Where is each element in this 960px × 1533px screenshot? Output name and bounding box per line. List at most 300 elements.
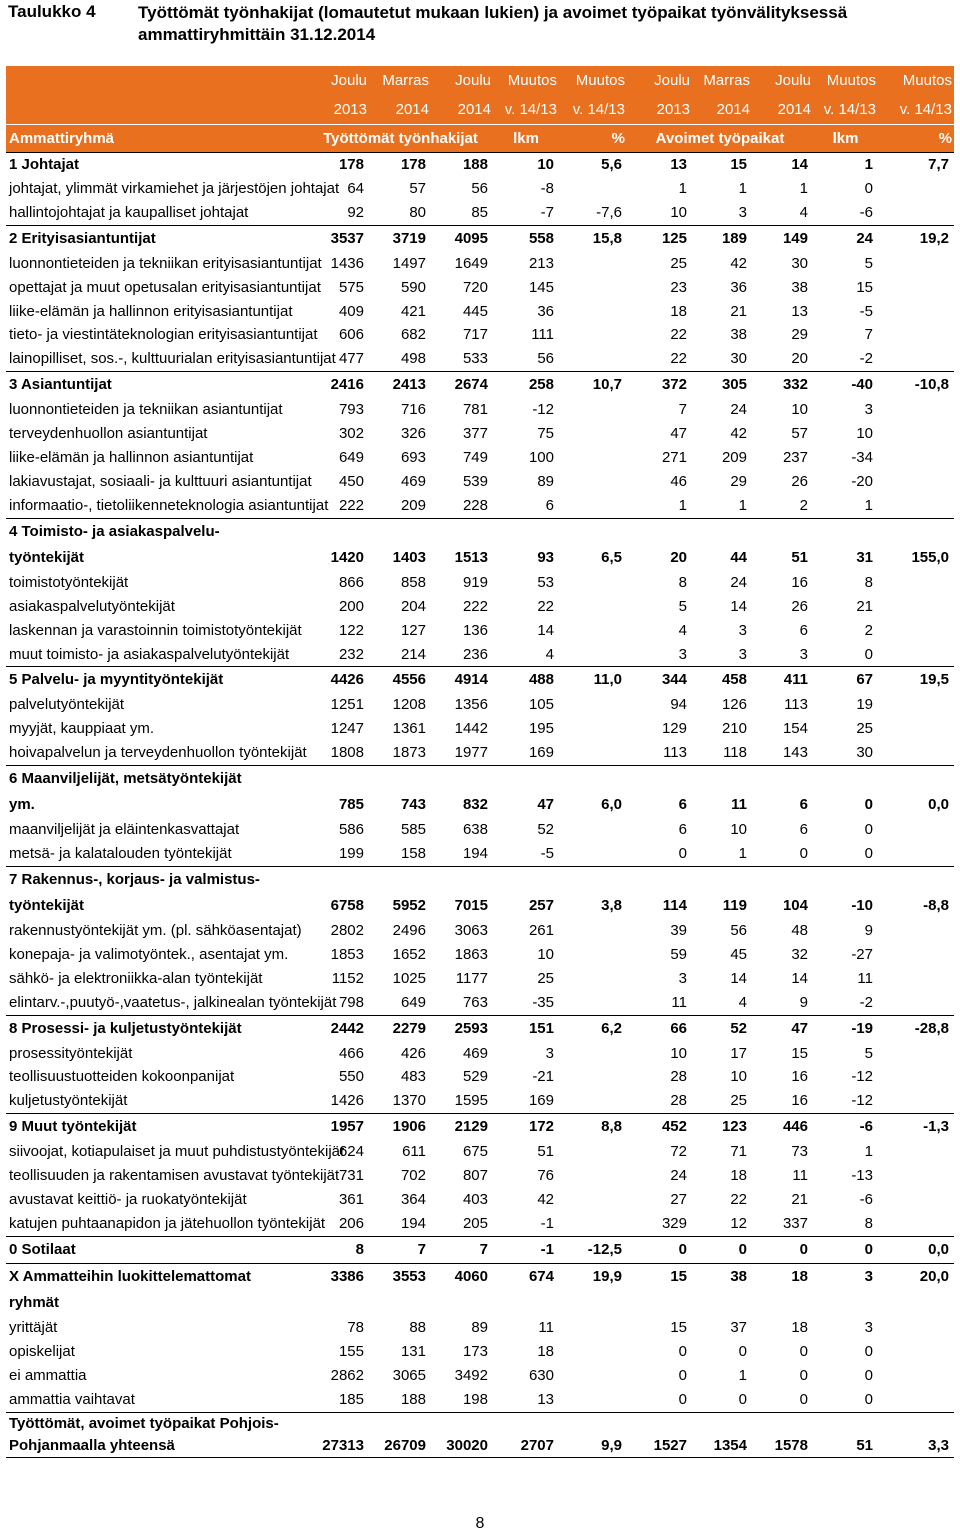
table-cell: 257 [528, 896, 554, 914]
table-cell: -12,5 [559, 1236, 627, 1263]
table-cell: 8 [308, 1236, 369, 1263]
table-cell [692, 518, 752, 545]
table-cell: 11,0 [559, 667, 627, 694]
table-cell: 28 [670, 1092, 687, 1110]
table-cell: 2442 [308, 1015, 369, 1042]
table-cell: 22 [670, 326, 687, 344]
table-cell [559, 1140, 627, 1164]
table-cell: 6758 [330, 896, 364, 914]
header-cell: Muutos [878, 66, 954, 95]
table-cell [559, 494, 627, 518]
table-cell: 919 [462, 573, 488, 591]
total-cell: 3,3 [878, 1412, 954, 1457]
table-cell: 781 [462, 401, 488, 419]
table-cell: 10 [670, 1044, 687, 1062]
table-cell: 15 [627, 1263, 692, 1290]
table-row [6, 717, 954, 741]
table-cell: 71 [730, 1143, 747, 1161]
table-cell: 16 [791, 1092, 808, 1110]
row-label: X Ammatteihin luokittelemattomat [6, 1263, 308, 1290]
table-cell [878, 1089, 954, 1113]
total-cell: 26709 [369, 1412, 431, 1457]
table-cell: 129 [661, 720, 687, 738]
table-cell: -28,8 [878, 1015, 954, 1042]
table-row [6, 792, 954, 818]
table-cell: 1853 [330, 945, 364, 963]
table-cell: 123 [692, 1114, 752, 1141]
table-cell [692, 1290, 752, 1316]
table-cell [308, 766, 369, 793]
table-cell [752, 866, 813, 893]
table-row [6, 766, 954, 793]
table-cell: 88 [409, 1318, 426, 1336]
table-cell: 11 [538, 1318, 554, 1336]
table-cell: 10 [730, 821, 747, 839]
table-cell [878, 1212, 954, 1236]
table-cell: 1426 [330, 1092, 364, 1110]
table-row [6, 619, 954, 643]
table-cell: 22 [670, 350, 687, 368]
row-label: konepaja- ja valimotyöntek., asentajat ym. [9, 945, 289, 963]
table-cell: 3065 [392, 1366, 426, 1384]
table-cell: 222 [338, 496, 364, 514]
header-cell: Muutos [813, 66, 878, 95]
table-cell [878, 518, 954, 545]
table-cell [559, 643, 627, 667]
table-cell: 539 [462, 472, 488, 490]
table-cell: 2 [799, 496, 808, 514]
table-cell: 743 [400, 796, 426, 814]
table-cell: 749 [462, 449, 488, 467]
row-label: 9 Muut työntekijät [6, 1114, 308, 1141]
table-row [6, 177, 954, 201]
table-cell: 4095 [431, 225, 493, 252]
table-cell: 4426 [308, 667, 369, 694]
table-cell: 469 [400, 472, 426, 490]
table-cell [308, 518, 369, 545]
table-cell: 22 [537, 597, 554, 615]
table-cell: 452 [627, 1114, 692, 1141]
table-cell: 3 [545, 1044, 554, 1062]
table-row [6, 1212, 954, 1236]
table-cell: 1 [738, 496, 747, 514]
header-row-years [6, 95, 954, 125]
table-cell: 1177 [455, 969, 488, 987]
table-cell [369, 518, 431, 545]
table-cell: 261 [528, 921, 554, 939]
table-cell: 30 [730, 350, 747, 368]
table-row [6, 1164, 954, 1188]
row-label: 0 Sotilaat [6, 1236, 308, 1263]
table-cell [627, 518, 692, 545]
table-cell: 28 [670, 1068, 687, 1086]
table-cell [813, 518, 878, 545]
table-cell: -12 [532, 401, 554, 419]
row-label: luonnontieteiden ja tekniikan erityisasiantuntijat [9, 254, 322, 272]
row-label: 2 Erityisasiantuntijat [6, 225, 308, 252]
table-cell: 189 [692, 225, 752, 252]
table-cell [431, 1290, 493, 1316]
table-cell: 14 [537, 621, 554, 639]
table-cell: 2129 [431, 1114, 493, 1141]
table-row [6, 1340, 954, 1364]
table-cell: 585 [400, 821, 426, 839]
table-cell: 3 [813, 1263, 878, 1290]
table-cell: 7 [431, 1236, 493, 1263]
row-label: avustavat keittiö- ja ruokatyöntekijät [9, 1191, 247, 1209]
column-header-vacancies-pct: % [878, 125, 954, 153]
table-row [6, 991, 954, 1015]
column-header-vacancies-count: lkm [813, 125, 878, 153]
row-label: hoivapalvelun ja terveydenhuollon työntekijät [9, 744, 307, 762]
table-cell: 20 [791, 350, 808, 368]
table-cell [431, 518, 493, 545]
row-label: rakennustyöntekijät ym. (pl. sähköasentajat) [9, 921, 302, 939]
table-cell [878, 1164, 954, 1188]
table-cell [878, 1140, 954, 1164]
table-row [6, 693, 954, 717]
header-cell: Marras [692, 66, 752, 95]
table-row [6, 323, 954, 347]
table-cell: 458 [692, 667, 752, 694]
table-cell: 0 [864, 179, 873, 197]
table-cell [878, 1065, 954, 1089]
table-cell: 25 [730, 1092, 747, 1110]
table-row [6, 1290, 954, 1316]
table-cell: 10 [493, 153, 559, 177]
table-cell: 27 [670, 1191, 687, 1209]
row-label: laskennan ja varastoinnin toimistotyöntekijät [9, 621, 302, 639]
table-cell: 3063 [454, 921, 488, 939]
table-cell: 611 [402, 1143, 426, 1161]
table-cell: 411 [752, 667, 813, 694]
table-cell: 731 [338, 1167, 364, 1185]
table-cell: 9 [799, 993, 808, 1011]
table-cell [752, 518, 813, 545]
header-row-months [6, 66, 954, 95]
table-cell [878, 693, 954, 717]
table-cell [431, 866, 493, 893]
table-cell [559, 595, 627, 619]
table-cell: 10 [791, 401, 808, 419]
table-cell: 0 [864, 796, 873, 814]
row-label: muut toimisto- ja asiakaspalvelutyöntekijät [9, 645, 290, 663]
table-cell: 466 [338, 1044, 364, 1062]
table-cell: 558 [493, 225, 559, 252]
table-cell: 113 [663, 744, 687, 762]
table-cell [559, 967, 627, 991]
table-cell: 20,0 [878, 1263, 954, 1290]
table-cell: 105 [528, 696, 554, 714]
table-cell [878, 1340, 954, 1364]
table-cell [878, 201, 954, 225]
table-cell: 57 [791, 425, 808, 443]
table-cell: 858 [400, 573, 426, 591]
row-label: sähkö- ja elektroniikka-alan työntekijät [9, 969, 263, 987]
table-row [6, 1042, 954, 1066]
header-cell: 2014 [752, 95, 813, 125]
table-cell: 18 [730, 1167, 747, 1185]
table-cell: 75 [537, 425, 554, 443]
table-row [6, 276, 954, 300]
table-cell: 1 [738, 845, 747, 863]
row-label: kuljetustyöntekijät [9, 1092, 128, 1110]
table-cell: 6 [678, 796, 687, 814]
table-cell: 498 [400, 350, 426, 368]
table-cell: 5 [864, 254, 873, 272]
table-cell: 550 [338, 1068, 364, 1086]
table-cell: 1977 [454, 744, 488, 762]
row-label: 6 Maanviljelijät, metsätyöntekijät [6, 766, 308, 793]
row-label: terveydenhuollon asiantuntijat [9, 425, 208, 443]
table-cell: 0 [799, 1342, 808, 1360]
header-cell: 2013 [308, 95, 369, 125]
table-cell: 1863 [454, 945, 488, 963]
table-cell: 675 [462, 1143, 488, 1161]
table-cell: 1497 [392, 254, 426, 272]
table-cell: 11 [671, 993, 687, 1011]
table-cell [559, 943, 627, 967]
table-cell: 85 [471, 203, 488, 221]
table-cell [559, 1212, 627, 1236]
data-table [6, 66, 954, 1458]
table-cell: -10 [851, 896, 873, 914]
total-row [6, 1412, 954, 1457]
table-cell [878, 422, 954, 446]
table-cell: 1442 [454, 720, 488, 738]
table-cell: -20 [851, 472, 873, 490]
table-cell [559, 717, 627, 741]
table-cell: 8,8 [559, 1114, 627, 1141]
total-cell: 2707 [493, 1412, 559, 1457]
table-cell: -5 [540, 845, 554, 863]
table-cell: 1152 [331, 969, 364, 987]
table-cell: 258 [493, 372, 559, 399]
table-cell [878, 619, 954, 643]
table-cell: -7 [540, 203, 554, 221]
row-label: opettajat ja muut opetusalan erityisasiantuntijat [9, 278, 321, 296]
table-cell: 0 [864, 821, 873, 839]
table-cell: -6 [859, 203, 873, 221]
table-cell: 11 [731, 796, 747, 814]
table-cell: 0 [864, 845, 873, 863]
table-cell: 16 [791, 573, 808, 591]
table-cell [878, 1316, 954, 1340]
table-cell: 4556 [369, 667, 431, 694]
table-cell [692, 866, 752, 893]
table-cell: 3 [738, 203, 747, 221]
table-row [6, 422, 954, 446]
table-cell: 866 [338, 573, 364, 591]
table-cell: 188 [431, 153, 493, 177]
table-cell: 3537 [308, 225, 369, 252]
table-cell: 29 [791, 326, 808, 344]
table-cell: 7,7 [878, 153, 954, 177]
row-label: työntekijät [9, 896, 85, 914]
table-row [6, 518, 954, 545]
table-row [6, 1364, 954, 1388]
table-cell: 12 [730, 1215, 747, 1232]
table-cell: 47 [752, 1015, 813, 1042]
table-cell: 24 [730, 401, 747, 419]
header-row-columns [6, 125, 954, 153]
header-cell: v. 14/13 [559, 95, 627, 125]
table-row [6, 1089, 954, 1113]
row-label: asiakaspalvelutyöntekijät [9, 597, 175, 615]
table-cell: 11 [857, 969, 873, 987]
table-row [6, 1015, 954, 1042]
table-label: Taulukko 4 [8, 2, 96, 21]
total-cell: 1354 [692, 1412, 752, 1457]
table-cell: 337 [782, 1215, 808, 1232]
table-cell: 630 [528, 1366, 554, 1384]
table-cell: 126 [721, 696, 747, 714]
table-cell: 59 [670, 945, 687, 963]
table-cell: 204 [400, 597, 426, 615]
table-cell: 649 [338, 449, 364, 467]
table-cell [559, 693, 627, 717]
row-label: myyjät, kauppiaat ym. [9, 720, 155, 738]
table-cell: 32 [791, 945, 808, 963]
table-cell: 14 [791, 969, 808, 987]
table-cell [559, 1164, 627, 1188]
table-cell: 6 [545, 496, 554, 514]
table-cell: 421 [400, 302, 426, 320]
table-cell: 136 [462, 621, 488, 639]
table-cell: 31 [856, 548, 873, 566]
table-cell: 1 [813, 153, 878, 177]
table-cell: 5952 [392, 896, 426, 914]
table-cell: 178 [369, 153, 431, 177]
table-cell: 46 [670, 472, 687, 490]
table-cell: 446 [752, 1114, 813, 1141]
table-cell [559, 252, 627, 276]
table-cell [752, 766, 813, 793]
table-cell: 36 [537, 302, 554, 320]
total-cell: 51 [813, 1412, 878, 1457]
table-cell: 66 [627, 1015, 692, 1042]
table-cell: 3719 [369, 225, 431, 252]
table-row [6, 225, 954, 252]
table-cell: 72 [670, 1143, 687, 1161]
table-cell: 42 [730, 254, 747, 272]
table-cell: 89 [471, 1318, 488, 1336]
table-cell [878, 643, 954, 667]
table-cell: 237 [782, 449, 808, 467]
table-cell [878, 398, 954, 422]
table-row [6, 1263, 954, 1290]
table-cell: 127 [400, 621, 426, 639]
table-cell: -6 [813, 1114, 878, 1141]
table-cell: -12 [851, 1068, 873, 1086]
table-cell: 1 [738, 1366, 747, 1384]
table-cell: 100 [528, 449, 554, 467]
table-cell: 1436 [330, 254, 364, 272]
table-cell: -7,6 [596, 203, 622, 221]
table-cell: -2 [859, 350, 873, 368]
table-cell [692, 766, 752, 793]
table-cell: 6,2 [559, 1015, 627, 1042]
table-cell [559, 276, 627, 300]
table-cell [559, 741, 627, 765]
table-row [6, 643, 954, 667]
table-cell: 113 [784, 696, 808, 714]
table-cell [878, 842, 954, 866]
header-cell: Muutos [493, 66, 559, 95]
table-cell: 2413 [369, 372, 431, 399]
table-row [6, 1065, 954, 1089]
table-cell: -1,3 [878, 1114, 954, 1141]
table-cell: 194 [400, 1215, 426, 1232]
table-cell [878, 919, 954, 943]
table-cell: 7 [369, 1236, 431, 1263]
table-cell: 172 [493, 1114, 559, 1141]
table-cell: 119 [722, 896, 747, 914]
row-label: lakiavustajat, sosiaali- ja kulttuuri asiantuntijat [9, 472, 312, 490]
table-cell [559, 1188, 627, 1212]
table-cell: -6 [859, 1191, 873, 1209]
table-cell: 6,5 [601, 548, 622, 566]
table-title: Työttömät työnhakijat (lomautetut mukaan lukien) ja avoimet työpaikat työnvälityksessä ammattiryhmittäin 31.12.2014 [138, 3, 848, 44]
table-cell: 30 [856, 744, 873, 762]
table-cell: 0 [678, 1342, 687, 1360]
table-cell: 426 [400, 1044, 426, 1062]
table-cell: 9 [864, 921, 873, 939]
header-cell: Joulu [627, 66, 692, 95]
table-row [6, 667, 954, 694]
row-label: siivoojat, kotiapulaiset ja muut puhdistustyöntekijät [9, 1143, 345, 1161]
table-cell: 1873 [392, 744, 426, 762]
table-cell: 1251 [330, 696, 364, 714]
table-cell: 326 [400, 425, 426, 443]
row-label: toimistotyöntekijät [9, 573, 129, 591]
row-label: 3 Asiantuntijat [6, 372, 308, 399]
table-cell: 206 [338, 1215, 364, 1232]
table-cell: 125 [627, 225, 692, 252]
table-cell: 209 [721, 449, 747, 467]
table-cell: 529 [462, 1068, 488, 1086]
table-cell: 2279 [369, 1015, 431, 1042]
table-cell [878, 470, 954, 494]
table-cell: 763 [462, 993, 488, 1011]
table-cell: 51 [791, 548, 808, 566]
table-cell [878, 1290, 954, 1316]
table-cell: 6 [678, 821, 687, 839]
data-table-container [6, 66, 954, 1458]
table-cell: 2416 [308, 372, 369, 399]
header-cell: 2014 [431, 95, 493, 125]
table-cell: 80 [409, 203, 426, 221]
table-cell: 1247 [330, 720, 364, 738]
header-cell: 2014 [369, 95, 431, 125]
table-cell: 477 [338, 350, 364, 368]
table-cell: 590 [400, 278, 426, 296]
table-cell [627, 866, 692, 893]
table-cell [878, 446, 954, 470]
table-cell [559, 1042, 627, 1066]
table-cell: 372 [627, 372, 692, 399]
table-cell [878, 595, 954, 619]
table-cell [559, 619, 627, 643]
table-cell [878, 1188, 954, 1212]
table-cell: 1649 [454, 254, 488, 272]
table-cell: 20 [670, 548, 687, 566]
table-cell: 56 [471, 179, 488, 197]
table-cell [878, 866, 954, 893]
header-blank [6, 66, 308, 95]
row-label: ym. [9, 796, 35, 814]
table-cell: 195 [528, 720, 554, 738]
